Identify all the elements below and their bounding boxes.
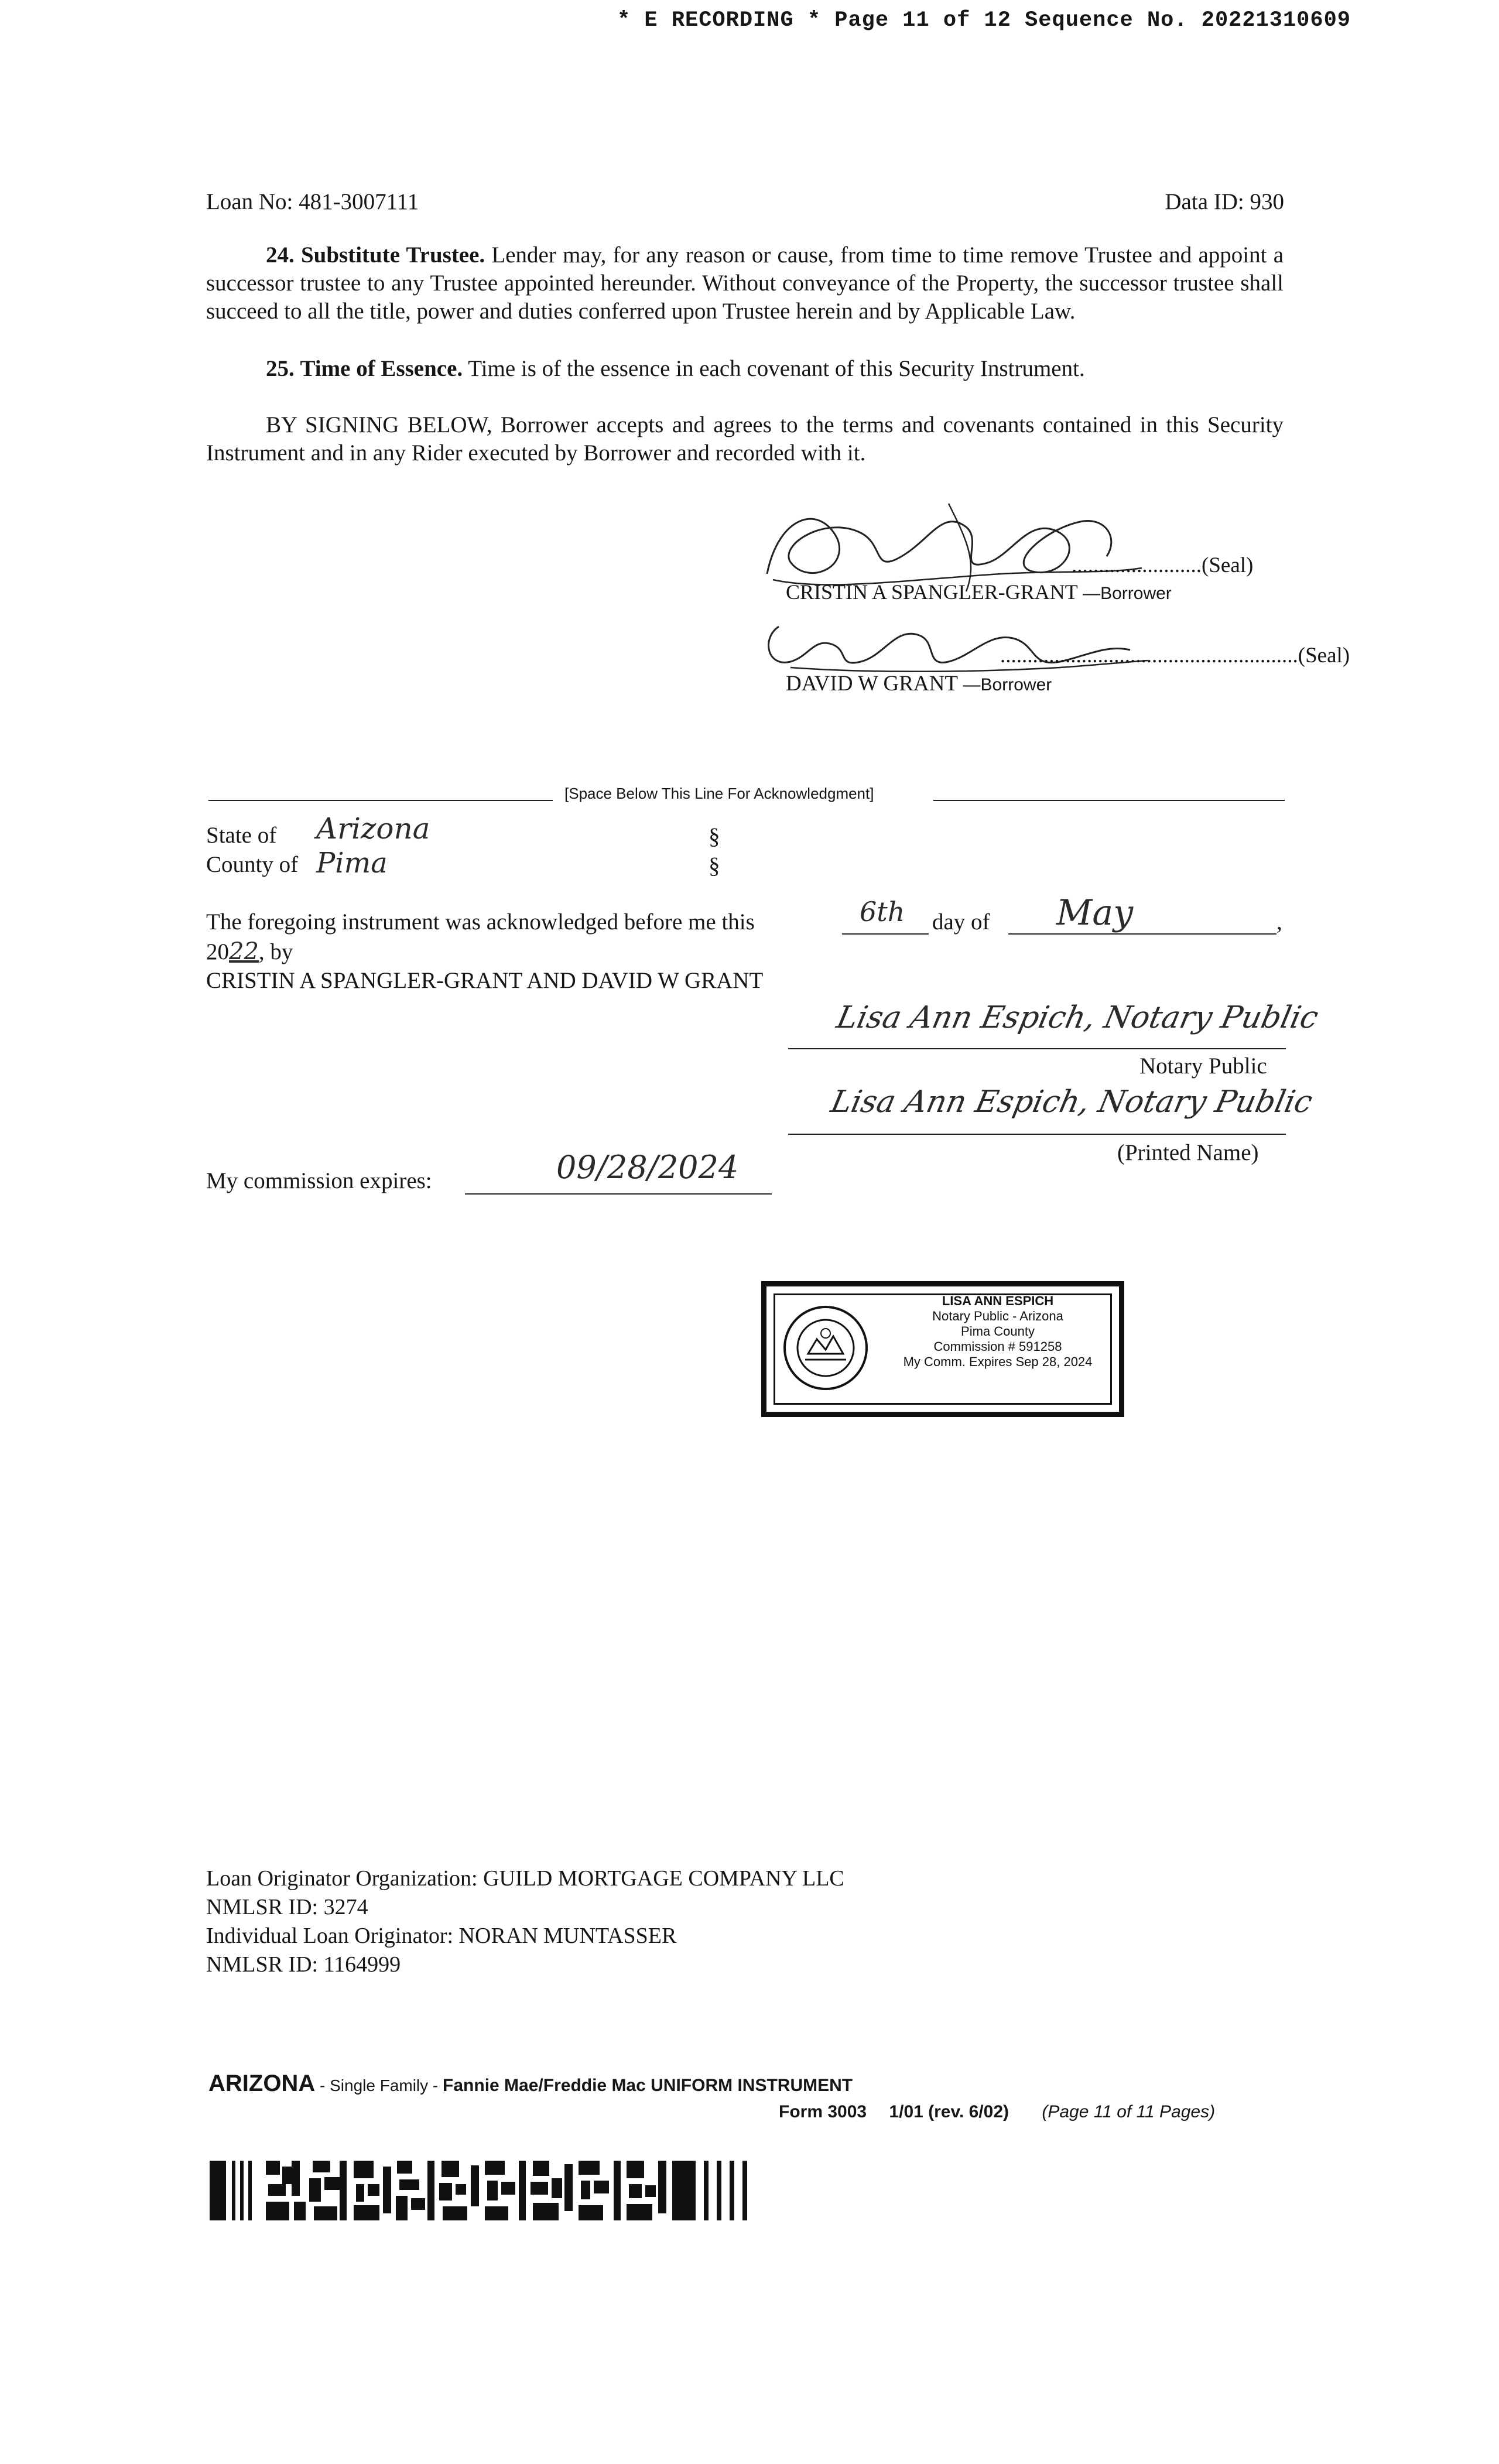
year-value: 22: [229, 938, 259, 965]
section-25-text: Time is of the essence in each covenant of this Security Instrument.: [463, 356, 1085, 381]
loan-number: Loan No: 481-3007111: [206, 189, 419, 214]
day-value: 6th: [860, 896, 905, 928]
seal-line2: Pima County: [961, 1324, 1035, 1339]
acknowledged-names: CRISTIN A SPANGLER-GRANT AND DAVID W GRANT: [206, 968, 764, 993]
state-section-symbol: §: [709, 824, 720, 849]
year-suffix: , by: [258, 939, 293, 964]
printed-name-value: Lisa Ann Espich, Notary Public: [827, 1084, 1316, 1120]
day-underline: [842, 933, 929, 935]
borrower2-seal: .......................................................(Seal): [1000, 644, 1350, 668]
county-section-symbol: §: [709, 853, 720, 878]
county-label: County of: [206, 852, 299, 877]
section-25-number: 25.: [266, 356, 295, 381]
borrower1-role: —Borrower: [1083, 584, 1172, 603]
commission-underline: [465, 1193, 772, 1195]
section-24-heading: Substitute Trustee.: [300, 242, 485, 268]
state-label: State of: [206, 823, 277, 848]
month-underline: [1008, 933, 1276, 935]
section-24-text: Lender may, for any reason or cause, from time to time remove Trustee and appoint a successor trustee to any Trustee appointed hereunder. Without conveyance of the Property, the successor trustee shall succeed to all the title, power and duties conferred upon Trustee herein and by Applicable Law.: [206, 242, 1284, 324]
signing-statement-text: BY SIGNING BELOW, Borrower accepts and agrees to the terms and covenants contained in this Security Instrument and in any Rider executed by Borrower and recorded with it.: [206, 412, 1284, 466]
form-number: Form 3003: [779, 2102, 867, 2121]
originator-org: Loan Originator Organization: GUILD MORTGAGE COMPANY LLC: [206, 1866, 844, 1891]
signing-statement: [206, 411, 1284, 467]
state-value: Arizona: [316, 812, 430, 846]
borrower2-name-line: [786, 671, 1052, 696]
form-footer-line2: [779, 2102, 1215, 2122]
borrower1-seal: ........................(Seal): [1072, 553, 1254, 577]
originator-individual-nmlsr: NMLSR ID: 1164999: [206, 1952, 401, 1977]
recording-header: * E RECORDING * Page 11 of 12 Sequence No. 20221310609: [617, 8, 1351, 33]
form-state: ARIZONA: [208, 2071, 316, 2096]
year-prefix: 20: [206, 939, 229, 964]
commission-label: My commission expires:: [206, 1168, 432, 1193]
month-value: May: [1056, 892, 1134, 933]
notary-seal-text: [884, 1293, 1112, 1370]
county-value: Pima: [316, 847, 388, 879]
section-24: [206, 241, 1284, 326]
section-24-number: 24.: [266, 242, 295, 268]
borrower1-name-line: [786, 580, 1172, 604]
form-desc2: Fannie Mae/Freddie Mac UNIFORM INSTRUMENT: [443, 2076, 853, 2095]
day-of-label: day of: [932, 909, 990, 935]
notary-signature: Lisa Ann Espich, Notary Public: [833, 1000, 1322, 1035]
section-25: [206, 355, 1284, 383]
printed-name-label: (Printed Name): [1117, 1140, 1259, 1165]
notary-signature-line: [788, 1048, 1286, 1049]
form-date: 1/01 (rev. 6/02): [889, 2102, 1009, 2121]
originator-org-nmlsr: NMLSR ID: 3274: [206, 1895, 368, 1919]
printed-name-line: [788, 1134, 1286, 1135]
originator-block: [206, 1864, 844, 1979]
document-barcode: [210, 2161, 789, 2220]
borrower2-role: —Borrower: [963, 675, 1052, 694]
month-comma: ,: [1276, 909, 1282, 935]
seal-name: LISA ANN ESPICH: [942, 1293, 1054, 1308]
form-footer-line1: [208, 2071, 853, 2097]
foregoing-prefix: The foregoing instrument was acknowledged before me this: [206, 909, 755, 935]
data-id: Data ID: 930: [1165, 189, 1284, 214]
acknowledgment-divider-label: [Space Below This Line For Acknowledgment]: [564, 785, 874, 802]
year-line: [206, 938, 293, 965]
seal-line1: Notary Public - Arizona: [932, 1309, 1063, 1323]
notary-seal-stamp: [761, 1281, 1124, 1417]
borrower1-name: CRISTIN A SPANGLER-GRANT: [786, 580, 1078, 604]
divider-left: [208, 800, 553, 801]
notary-public-label: Notary Public: [1139, 1053, 1267, 1079]
commission-value: 09/28/2024: [556, 1149, 739, 1186]
borrower2-name: DAVID W GRANT: [786, 672, 958, 696]
arizona-state-seal-icon: [782, 1304, 870, 1392]
form-pages: (Page 11 of 11 Pages): [1042, 2102, 1216, 2121]
seal-line3: Commission # 591258: [933, 1339, 1062, 1354]
form-desc1: - Single Family -: [315, 2076, 443, 2095]
seal-line4: My Comm. Expires Sep 28, 2024: [903, 1354, 1093, 1369]
section-25-heading: Time of Essence.: [300, 356, 463, 381]
originator-individual: Individual Loan Originator: NORAN MUNTASSER: [206, 1924, 677, 1948]
divider-right: [933, 800, 1285, 801]
